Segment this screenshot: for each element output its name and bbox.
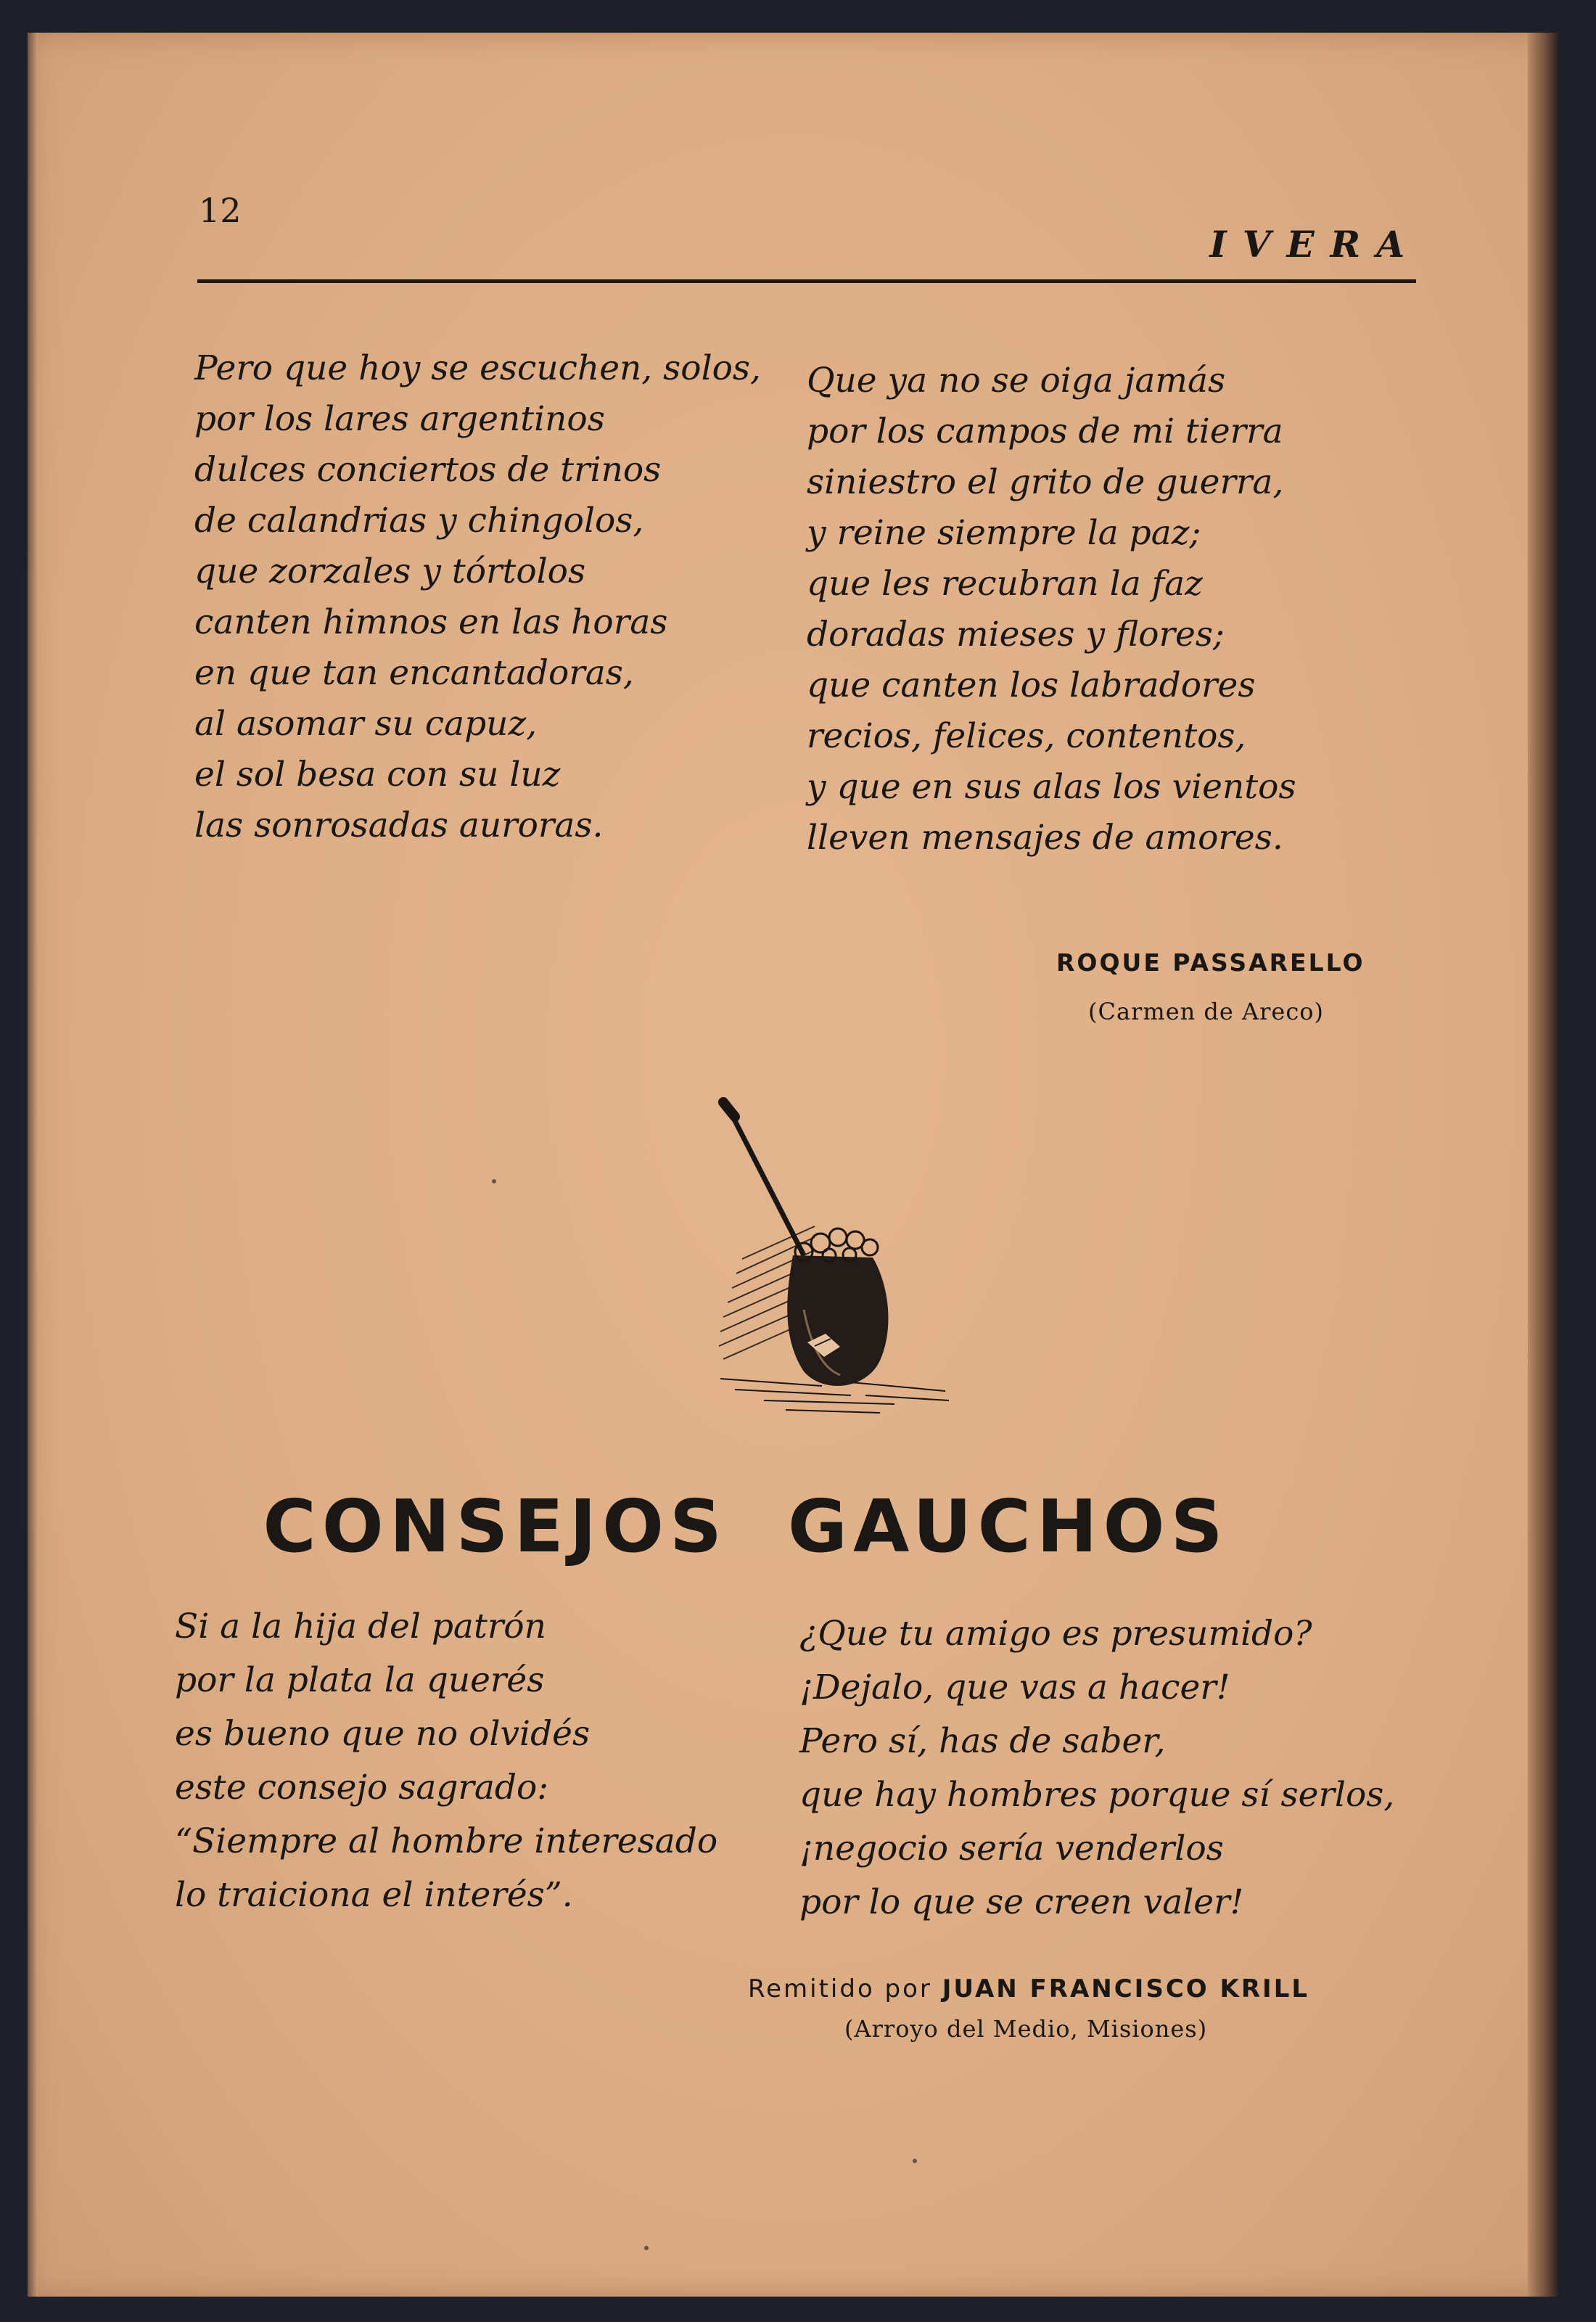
poem-line: por los campos de mi tierra: [807, 411, 1283, 451]
sender-place: (Arroyo del Medio, Misiones): [844, 2015, 1208, 2043]
poem-line: que canten los labradores: [807, 665, 1256, 705]
poem-line: siniestro el grito de guerra,: [807, 462, 1284, 502]
poem-line: al asomar su capuz,: [194, 704, 538, 744]
poem-line: de calandrias y chingolos,: [194, 501, 644, 541]
poem-line: por lo que se creen valer!: [799, 1882, 1244, 1922]
page-number: 12: [199, 191, 242, 230]
poem-line: Que ya no se oiga jamás: [807, 361, 1226, 401]
poem-line: este consejo sagrado:: [175, 1768, 549, 1808]
poem-line: doradas mieses y flores;: [807, 615, 1225, 655]
poem-line: por los lares argentinos: [194, 399, 605, 439]
poem-line: ¡Dejalo, que vas a hacer!: [799, 1667, 1230, 1707]
poem-line: Pero sí, has de saber,: [799, 1721, 1166, 1761]
poem-author-place: (Carmen de Areco): [1088, 998, 1325, 1025]
poem-line: que hay hombres porque sí serlos,: [799, 1775, 1395, 1815]
book-spine: [1528, 33, 1558, 2297]
mate-gourd-with-bombilla-icon: [677, 1092, 960, 1426]
poem-line: lo traiciona el interés”.: [175, 1875, 573, 1915]
poem-line: que zorzales y tórtolos: [194, 551, 586, 591]
poem-line: lleven mensajes de amores.: [807, 818, 1283, 858]
poem-line: ¿Que tu amigo es presumido?: [799, 1614, 1312, 1654]
magazine-title: IVERA: [1209, 223, 1420, 266]
poem-line: por la plata la querés: [175, 1660, 545, 1700]
magazine-page: [28, 33, 1558, 2297]
poem-line: dulces conciertos de trinos: [194, 450, 662, 490]
paper-speck: [492, 1179, 496, 1183]
section-title: CONSEJOS GAUCHOS: [263, 1484, 1229, 1569]
poem-line: que les recubran la faz: [807, 564, 1203, 604]
paper-speck: [644, 2246, 649, 2250]
poem-left-stanza: [194, 343, 761, 851]
poem-line: es bueno que no olvidés: [175, 1714, 591, 1754]
poem-right-stanza: [807, 356, 1296, 863]
poem-line: el sol besa con su luz: [194, 755, 561, 795]
poem-line: en que tan encantadoras,: [194, 653, 634, 693]
sender-credit: [748, 1974, 1309, 2003]
advice-right-stanza: [799, 1607, 1394, 1929]
poem-line: Pero que hoy se escuchen, solos,: [194, 348, 761, 388]
page-left-edge: [28, 33, 38, 2297]
poem-line: recios, felices, contentos,: [807, 716, 1246, 756]
poem-line: Si a la hija del patrón: [175, 1607, 546, 1646]
poem-line: y reine siempre la paz;: [807, 513, 1201, 553]
poem-author: ROQUE PASSARELLO: [1056, 948, 1365, 977]
header-rule: [197, 279, 1416, 283]
poem-line: “Siempre al hombre interesado: [175, 1821, 718, 1861]
sender-name: JUAN FRANCISCO KRILL: [942, 1974, 1310, 2003]
poem-line: las sonrosadas auroras.: [194, 805, 604, 845]
sender-prefix: Remitido por: [748, 1974, 932, 2003]
poem-line: ¡negocio sería venderlos: [799, 1829, 1224, 1868]
poem-line: canten himnos en las horas: [194, 602, 668, 642]
poem-line: y que en sus alas los vientos: [807, 767, 1296, 807]
advice-left-stanza: [175, 1600, 717, 1922]
paper-speck: [913, 2159, 917, 2163]
